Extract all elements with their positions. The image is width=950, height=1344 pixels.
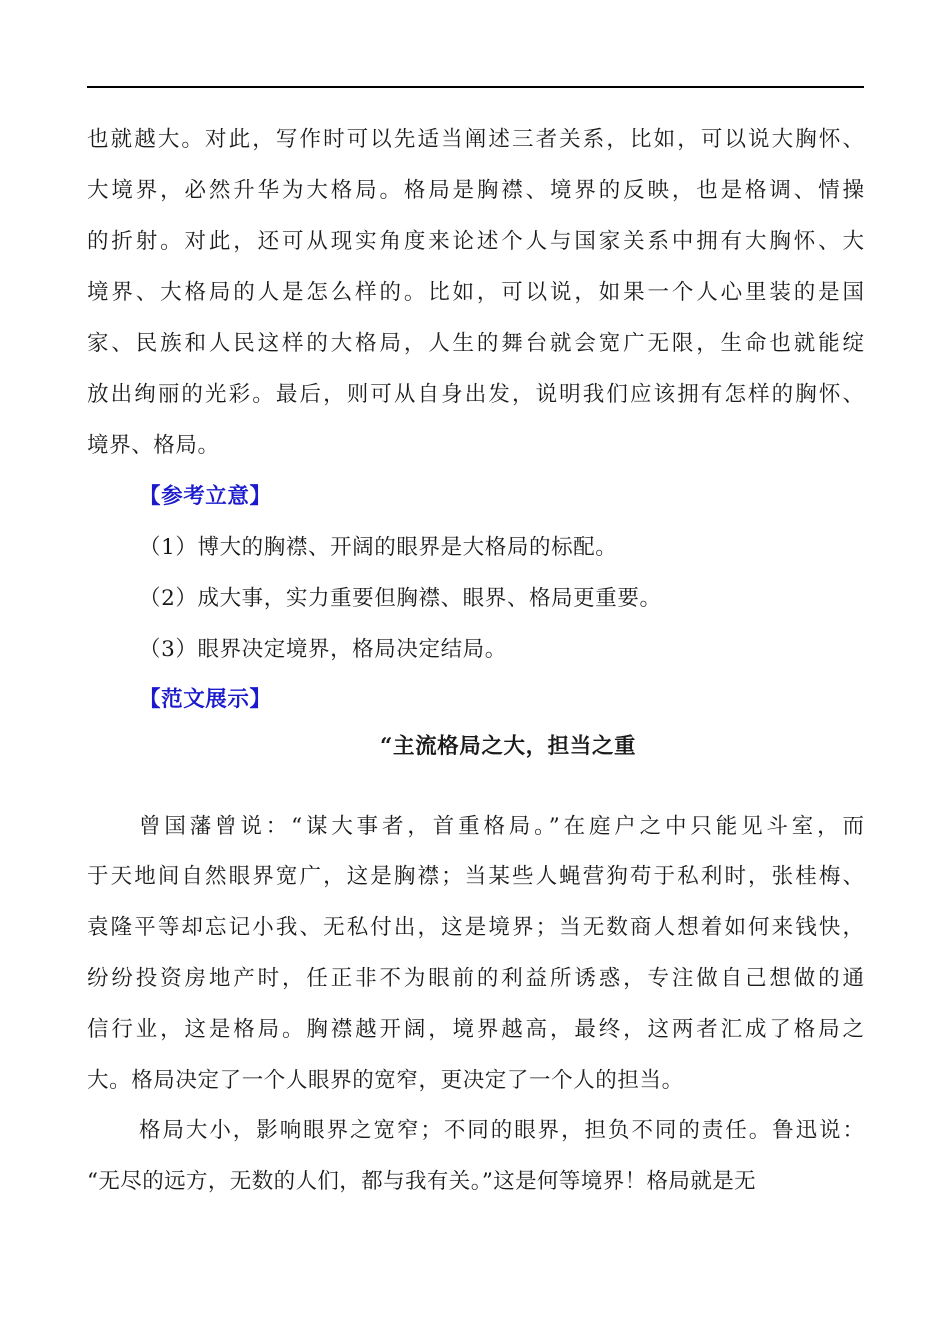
essay-line: 大。格局决定了一个人眼界的宽窄，更决定了一个人的担当。: [87, 1068, 684, 1093]
essay-line: 格局大小，影响眼界之宽窄；不同的眼界，担负不同的责任。鲁迅说：: [139, 1118, 864, 1143]
intro-line: 境界、大格局的人是怎么样的。比如，可以说，如果一个人心里装的是国: [87, 280, 864, 305]
intro-line: 家、民族和人民这样的大格局，人生的舞台就会宽广无限，生命也就能绽: [87, 331, 864, 356]
essay-line: 信行业，这是格局。胸襟越开阔，境界越高，最终，这两者汇成了格局之: [87, 1017, 864, 1042]
reference-heading: 【参考立意】: [139, 484, 272, 509]
reference-point: （2）成大事，实力重要但胸襟、眼界、格局更重要。: [139, 586, 662, 611]
intro-line: 放出绚丽的光彩。最后，则可从自身出发，说明我们应该拥有怎样的胸怀、: [87, 382, 864, 407]
reference-point: （3）眼界决定境界，格局决定结局。: [139, 637, 507, 662]
essay-line: “无尽的远方，无数的人们，都与我有关。”这是何等境界！格局就是无: [87, 1169, 757, 1194]
intro-line: 境界、格局。: [87, 433, 220, 458]
essay-line: 袁隆平等却忘记小我、无私付出，这是境界；当无数商人想着如何来钱快，: [87, 915, 864, 940]
intro-line: 的折射。对此，还可从现实角度来论述个人与国家关系中拥有大胸怀、大: [87, 229, 864, 254]
intro-line: 大境界，必然升华为大格局。格局是胸襟、境界的反映，也是格调、情操: [87, 178, 864, 203]
essay-line: 曾国藩曾说：“谋大事者，首重格局。”在庭户之中只能见斗室，而: [139, 814, 864, 839]
essay-line: 于天地间自然眼界宽广，这是胸襟；当某些人蝇营狗苟于私利时，张桂梅、: [87, 864, 864, 889]
header-rule: [87, 86, 864, 88]
sample-heading: 【范文展示】: [139, 687, 272, 712]
reference-point: （1）博大的胸襟、开阔的眼界是大格局的标配。: [139, 535, 618, 560]
essay-title: “主流格局之大，担当之重: [380, 734, 637, 759]
essay-line: 纷纷投资房地产时，任正非不为眼前的利益所诱惑，专注做自己想做的通: [87, 966, 864, 991]
intro-line: 也就越大。对此，写作时可以先适当阐述三者关系，比如，可以说大胸怀、: [87, 127, 864, 152]
